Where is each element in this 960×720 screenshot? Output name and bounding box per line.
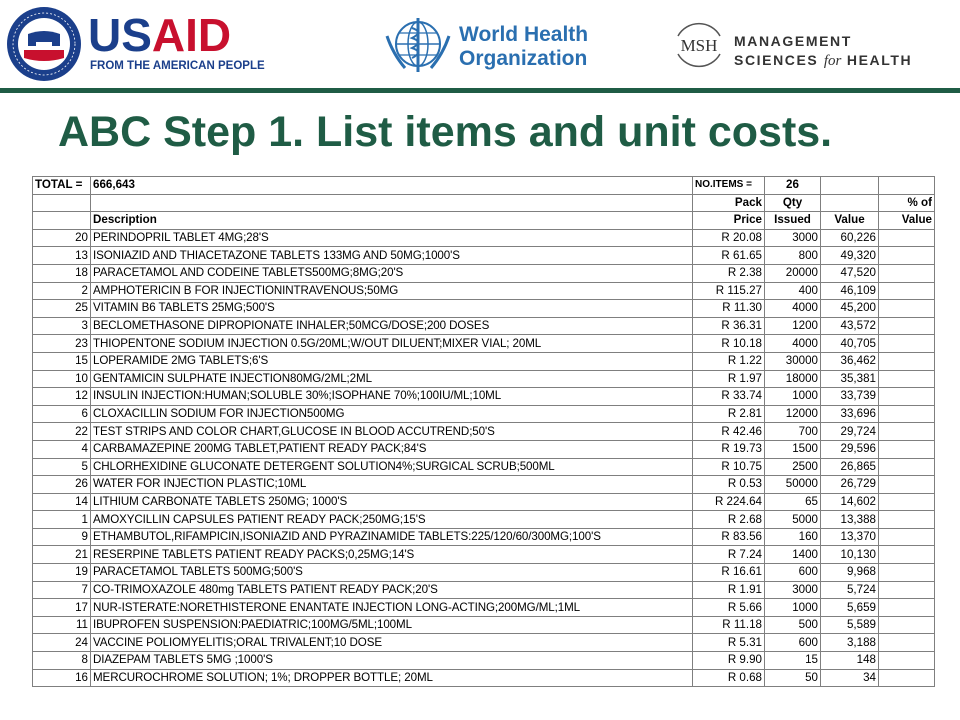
item-number: 21 — [33, 546, 91, 564]
table-row — [33, 282, 935, 300]
item-qty-issued: 800 — [765, 247, 821, 265]
item-qty-issued: 1000 — [765, 388, 821, 406]
item-qty-issued: 2500 — [765, 458, 821, 476]
item-pct-value — [879, 264, 935, 282]
item-value: 5,589 — [821, 616, 879, 634]
table-row — [33, 476, 935, 494]
usaid-tagline: FROM THE AMERICAN PEOPLE — [90, 60, 265, 72]
item-description: INSULIN INJECTION:HUMAN;SOLUBLE 30%;ISOPHANE 70%;100IU/ML;10ML — [91, 388, 693, 406]
item-pack-price: R 5.31 — [693, 634, 765, 652]
item-pack-price: R 9.90 — [693, 652, 765, 670]
item-pack-price: R 33.74 — [693, 388, 765, 406]
item-description: CO-TRIMOXAZOLE 480mg TABLETS PATIENT READY PACK;20'S — [91, 581, 693, 599]
item-pct-value — [879, 616, 935, 634]
table-row — [33, 423, 935, 441]
item-number: 15 — [33, 352, 91, 370]
item-qty-issued: 1000 — [765, 599, 821, 617]
item-qty-issued: 3000 — [765, 581, 821, 599]
item-number: 23 — [33, 335, 91, 353]
item-number: 16 — [33, 669, 91, 687]
item-value: 13,370 — [821, 528, 879, 546]
item-description: PARACETAMOL AND CODEINE TABLETS500MG;8MG;20'S — [91, 264, 693, 282]
item-pct-value — [879, 440, 935, 458]
item-value: 26,865 — [821, 458, 879, 476]
table-row — [33, 634, 935, 652]
item-number: 12 — [33, 388, 91, 406]
item-number: 10 — [33, 370, 91, 388]
item-pct-value — [879, 405, 935, 423]
item-value: 29,596 — [821, 440, 879, 458]
item-number: 4 — [33, 440, 91, 458]
item-number: 22 — [33, 423, 91, 441]
empty-cell — [879, 177, 935, 195]
item-pack-price: R 0.68 — [693, 669, 765, 687]
table-row — [33, 616, 935, 634]
item-value: 46,109 — [821, 282, 879, 300]
empty-cell — [33, 194, 91, 212]
item-description: ISONIAZID AND THIACETAZONE TABLETS 133MG AND 50MG;1000'S — [91, 247, 693, 265]
item-value: 47,520 — [821, 264, 879, 282]
item-pack-price: R 2.81 — [693, 405, 765, 423]
item-description: IBUPROFEN SUSPENSION:PAEDIATRIC;100MG/5ML;100ML — [91, 616, 693, 634]
item-pct-value — [879, 317, 935, 335]
item-pct-value — [879, 335, 935, 353]
item-pct-value — [879, 370, 935, 388]
item-pct-value — [879, 564, 935, 582]
item-description: PARACETAMOL TABLETS 500MG;500'S — [91, 564, 693, 582]
table-row — [33, 458, 935, 476]
item-number: 1 — [33, 511, 91, 529]
item-pack-price: R 115.27 — [693, 282, 765, 300]
item-pct-value — [879, 300, 935, 318]
item-pct-value — [879, 669, 935, 687]
item-number: 5 — [33, 458, 91, 476]
item-pct-value — [879, 352, 935, 370]
who-wordmark — [459, 23, 588, 71]
item-pack-price: R 36.31 — [693, 317, 765, 335]
no-items-value: 26 — [765, 177, 821, 195]
item-description: CHLORHEXIDINE GLUCONATE DETERGENT SOLUTION4%;SURGICAL SCRUB;500ML — [91, 458, 693, 476]
empty-cell — [821, 177, 879, 195]
item-qty-issued: 160 — [765, 528, 821, 546]
item-description: TEST STRIPS AND COLOR CHART,GLUCOSE IN BLOOD ACCUTREND;50'S — [91, 423, 693, 441]
header-description: Description — [91, 212, 693, 230]
item-pct-value — [879, 528, 935, 546]
item-pct-value — [879, 458, 935, 476]
table-row — [33, 300, 935, 318]
item-qty-issued: 4000 — [765, 300, 821, 318]
item-value: 43,572 — [821, 317, 879, 335]
table-row — [33, 669, 935, 687]
item-description: VACCINE POLIOMYELITIS;ORAL TRIVALENT;10 DOSE — [91, 634, 693, 652]
empty-cell — [91, 194, 693, 212]
who-emblem-icon — [383, 14, 453, 76]
item-pack-price: R 10.75 — [693, 458, 765, 476]
item-pack-price: R 83.56 — [693, 528, 765, 546]
item-pack-price: R 0.53 — [693, 476, 765, 494]
msh-mark-text: MSH — [680, 36, 718, 55]
item-pack-price: R 1.22 — [693, 352, 765, 370]
item-description: CLOXACILLIN SODIUM FOR INJECTION500MG — [91, 405, 693, 423]
item-description: GENTAMICIN SULPHATE INJECTION80MG/2ML;2ML — [91, 370, 693, 388]
item-pct-value — [879, 388, 935, 406]
item-description: DIAZEPAM TABLETS 5MG ;1000'S — [91, 652, 693, 670]
empty-cell — [821, 194, 879, 212]
item-value: 9,968 — [821, 564, 879, 582]
table-row — [33, 264, 935, 282]
msh-line-2: SCIENCES for HEALTH — [734, 52, 913, 69]
item-qty-issued: 4000 — [765, 335, 821, 353]
item-description: RESERPINE TABLETS PATIENT READY PACKS;0,25MG;14'S — [91, 546, 693, 564]
item-description: AMOXYCILLIN CAPSULES PATIENT READY PACK;250MG;15'S — [91, 511, 693, 529]
table-row — [33, 352, 935, 370]
item-qty-issued: 65 — [765, 493, 821, 511]
item-qty-issued: 15 — [765, 652, 821, 670]
item-pack-price: R 11.18 — [693, 616, 765, 634]
item-qty-issued: 3000 — [765, 229, 821, 247]
logo-banner — [0, 0, 960, 90]
item-pack-price: R 20.08 — [693, 229, 765, 247]
table-row — [33, 511, 935, 529]
header-pct-of: % of — [879, 194, 935, 212]
item-pct-value — [879, 229, 935, 247]
item-description: AMPHOTERICIN B FOR INJECTIONINTRAVENOUS;50MG — [91, 282, 693, 300]
item-description: WATER FOR INJECTION PLASTIC;10ML — [91, 476, 693, 494]
item-number: 19 — [33, 564, 91, 582]
item-value: 45,200 — [821, 300, 879, 318]
who-line-2: Organization — [459, 47, 588, 70]
item-number: 3 — [33, 317, 91, 335]
item-pct-value — [879, 652, 935, 670]
item-value: 26,729 — [821, 476, 879, 494]
item-qty-issued: 1200 — [765, 317, 821, 335]
item-pack-price: R 224.64 — [693, 493, 765, 511]
header-pct-value: Value — [879, 212, 935, 230]
item-qty-issued: 50 — [765, 669, 821, 687]
item-value: 148 — [821, 652, 879, 670]
item-number: 26 — [33, 476, 91, 494]
item-qty-issued: 18000 — [765, 370, 821, 388]
item-number: 14 — [33, 493, 91, 511]
table-row — [33, 370, 935, 388]
header-value: Value — [821, 212, 879, 230]
item-value: 60,226 — [821, 229, 879, 247]
table-row — [33, 652, 935, 670]
item-pct-value — [879, 511, 935, 529]
table-row — [33, 564, 935, 582]
who-line-1: World Health — [459, 23, 589, 46]
item-description: LOPERAMIDE 2MG TABLETS;6'S — [91, 352, 693, 370]
item-qty-issued: 1500 — [765, 440, 821, 458]
item-pct-value — [879, 634, 935, 652]
item-description: ETHAMBUTOL,RIFAMPICIN,ISONIAZID AND PYRAZINAMIDE TABLETS:225/120/60/300MG;100'S — [91, 528, 693, 546]
msh-line-1: MANAGEMENT — [734, 33, 852, 49]
item-qty-issued: 600 — [765, 634, 821, 652]
item-value: 5,724 — [821, 581, 879, 599]
empty-cell — [33, 212, 91, 230]
item-number: 6 — [33, 405, 91, 423]
item-pct-value — [879, 581, 935, 599]
item-pct-value — [879, 476, 935, 494]
item-value: 10,130 — [821, 546, 879, 564]
item-value: 35,381 — [821, 370, 879, 388]
item-qty-issued: 700 — [765, 423, 821, 441]
item-qty-issued: 500 — [765, 616, 821, 634]
item-number: 20 — [33, 229, 91, 247]
table-row — [33, 317, 935, 335]
item-number: 7 — [33, 581, 91, 599]
table-row — [33, 388, 935, 406]
item-description: BECLOMETHASONE DIPROPIONATE INHALER;50MCG/DOSE;200 DOSES — [91, 317, 693, 335]
item-qty-issued: 5000 — [765, 511, 821, 529]
table-row — [33, 405, 935, 423]
item-pack-price: R 61.65 — [693, 247, 765, 265]
item-number: 2 — [33, 282, 91, 300]
usaid-wordmark: USAID — [88, 9, 232, 61]
header-qty: Qty — [765, 194, 821, 212]
item-number: 24 — [33, 634, 91, 652]
header-row-1 — [33, 194, 935, 212]
page-title: ABC Step 1. List items and unit costs. — [58, 108, 833, 156]
item-pack-price: R 16.61 — [693, 564, 765, 582]
header-divider — [0, 88, 960, 93]
item-pct-value — [879, 423, 935, 441]
item-value: 33,696 — [821, 405, 879, 423]
table-row — [33, 247, 935, 265]
item-value: 13,388 — [821, 511, 879, 529]
item-qty-issued: 400 — [765, 282, 821, 300]
table-row — [33, 335, 935, 353]
item-value: 36,462 — [821, 352, 879, 370]
item-pct-value — [879, 493, 935, 511]
total-row — [33, 177, 935, 195]
item-pack-price: R 19.73 — [693, 440, 765, 458]
item-value: 33,739 — [821, 388, 879, 406]
table-row — [33, 493, 935, 511]
header-price: Price — [693, 212, 765, 230]
item-pack-price: R 11.30 — [693, 300, 765, 318]
header-issued: Issued — [765, 212, 821, 230]
item-value: 49,320 — [821, 247, 879, 265]
item-pack-price: R 1.97 — [693, 370, 765, 388]
item-qty-issued: 600 — [765, 564, 821, 582]
item-pack-price: R 7.24 — [693, 546, 765, 564]
item-pct-value — [879, 599, 935, 617]
item-value: 29,724 — [821, 423, 879, 441]
item-description: THIOPENTONE SODIUM INJECTION 0.5G/20ML;W/OUT DILUENT;MIXER VIAL; 20ML — [91, 335, 693, 353]
table-row — [33, 528, 935, 546]
item-pack-price: R 42.46 — [693, 423, 765, 441]
item-qty-issued: 50000 — [765, 476, 821, 494]
table-row — [33, 581, 935, 599]
item-pack-price: R 2.68 — [693, 511, 765, 529]
header-row-2 — [33, 212, 935, 230]
item-value: 5,659 — [821, 599, 879, 617]
no-items-label: NO.ITEMS = — [693, 177, 765, 195]
item-value: 40,705 — [821, 335, 879, 353]
total-label: TOTAL = — [33, 177, 91, 195]
item-pct-value — [879, 546, 935, 564]
item-description: NUR-ISTERATE:NORETHISTERONE ENANTATE INJECTION LONG-ACTING;200MG/ML;1ML — [91, 599, 693, 617]
item-number: 18 — [33, 264, 91, 282]
item-qty-issued: 30000 — [765, 352, 821, 370]
item-description: CARBAMAZEPINE 200MG TABLET,PATIENT READY PACK;84'S — [91, 440, 693, 458]
item-value: 34 — [821, 669, 879, 687]
header-pack: Pack — [693, 194, 765, 212]
item-number: 9 — [33, 528, 91, 546]
item-value: 3,188 — [821, 634, 879, 652]
item-pct-value — [879, 282, 935, 300]
item-value: 14,602 — [821, 493, 879, 511]
item-qty-issued: 12000 — [765, 405, 821, 423]
item-description: LITHIUM CARBONATE TABLETS 250MG; 1000'S — [91, 493, 693, 511]
table-row — [33, 546, 935, 564]
table-row — [33, 440, 935, 458]
total-value: 666,643 — [91, 177, 693, 195]
item-pack-price: R 1.91 — [693, 581, 765, 599]
usaid-seal-icon — [6, 6, 82, 82]
item-number: 25 — [33, 300, 91, 318]
item-pack-price: R 10.18 — [693, 335, 765, 353]
item-description: VITAMIN B6 TABLETS 25MG;500'S — [91, 300, 693, 318]
item-number: 13 — [33, 247, 91, 265]
abc-items-table — [32, 176, 935, 687]
item-pack-price: R 5.66 — [693, 599, 765, 617]
item-pack-price: R 2.38 — [693, 264, 765, 282]
msh-wordmark — [734, 32, 912, 71]
item-description: PERINDOPRIL TABLET 4MG;28'S — [91, 229, 693, 247]
item-number: 17 — [33, 599, 91, 617]
item-qty-issued: 1400 — [765, 546, 821, 564]
item-qty-issued: 20000 — [765, 264, 821, 282]
item-number: 8 — [33, 652, 91, 670]
table-row — [33, 599, 935, 617]
msh-mark-icon — [670, 16, 728, 74]
item-pct-value — [879, 247, 935, 265]
item-number: 11 — [33, 616, 91, 634]
item-description: MERCUROCHROME SOLUTION; 1%; DROPPER BOTTLE; 20ML — [91, 669, 693, 687]
table-row — [33, 229, 935, 247]
